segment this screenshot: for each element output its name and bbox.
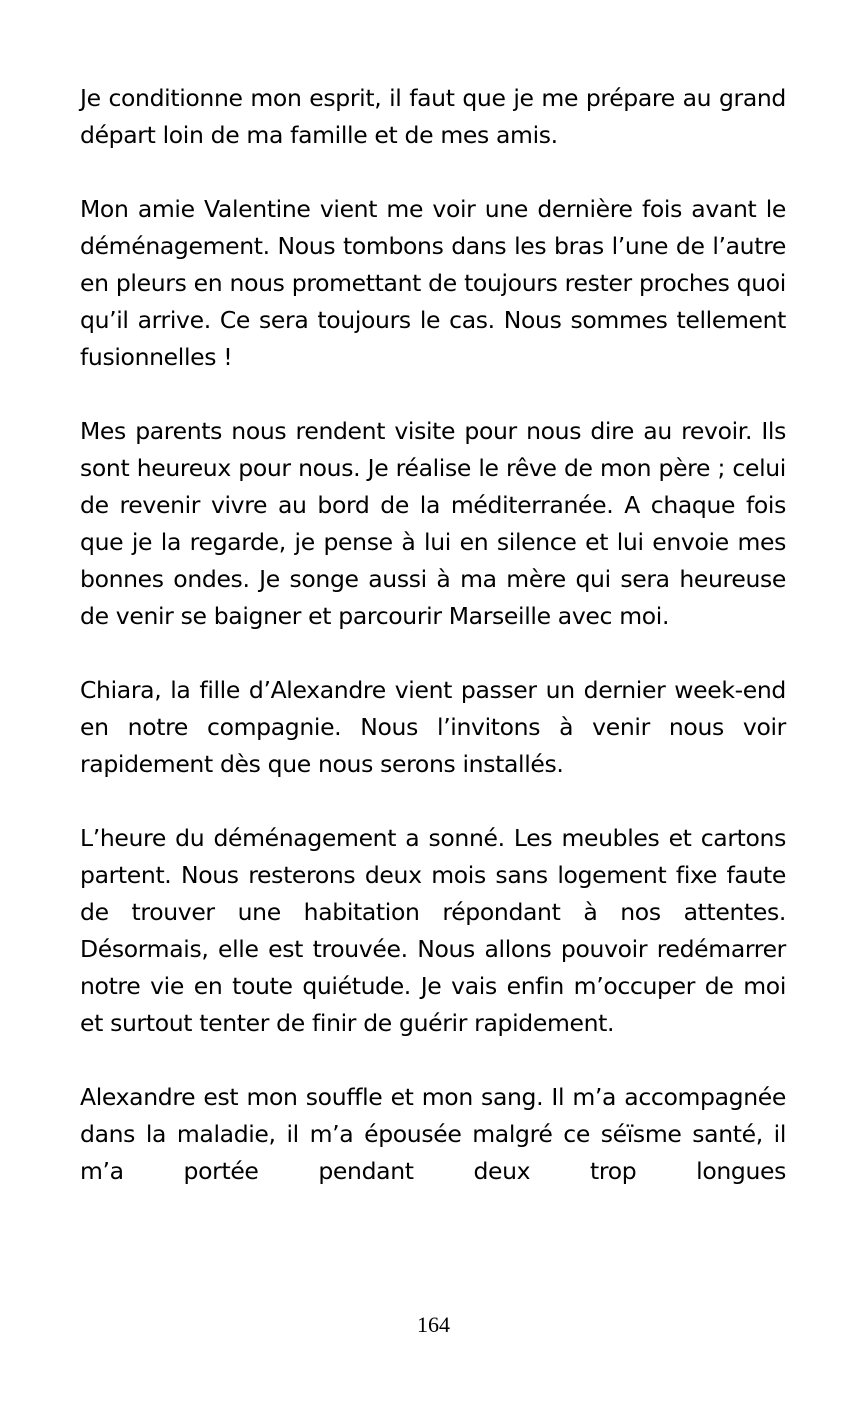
page-number: 164 — [417, 1312, 450, 1337]
body-text — [80, 80, 786, 1227]
paragraph-2: Mon amie Valentine vient me voir une dernière fois avant le déménagement. Nous tombons dans les bras l’une de l’autre en pleurs en nous promettant de toujours rester proches quoi qu’il arrive. Ce sera toujours le cas. Nous sommes tellement fusionnelles ! — [80, 195, 786, 371]
paragraph-3: Mes parents nous rendent visite pour nous dire au revoir. Ils sont heureux pour nous. Je réalise le rêve de mon père ; celui de revenir vivre au bord de la méditerranée. A chaque fois que je la regarde, je pense à lui en silence et lui envoie mes bonnes ondes. Je songe aussi à ma mère qui sera heureuse de venir se baigner et parcourir Marseille avec moi. — [80, 417, 786, 630]
paragraph-4: Chiara, la fille d’Alexandre vient passer un dernier week-end en notre compagnie. Nous l’invitons à venir nous voir rapidement dès que nous serons installés. — [80, 676, 786, 778]
paragraph-5: L’heure du déménagement a sonné. Les meubles et cartons partent. Nous resterons deux mois sans logement fixe faute de trouver une habitation répondant à nos attentes. Désormais, elle est trouvée. Nous allons pouvoir redémarrer notre vie en toute quiétude. Je vais enfin m’occuper de moi et surtout tenter de finir de guérir rapidement. — [80, 824, 786, 1037]
paragraph-6: Alexandre est mon souffle et mon sang. Il m’a accompagnée dans la maladie, il m’a épousée malgré ce séïsme santé, il m’a portée pendant deux trop longues — [80, 1083, 786, 1185]
paragraph-1: Je conditionne mon esprit, il faut que je me prépare au grand départ loin de ma famille et de mes amis. — [80, 84, 786, 149]
